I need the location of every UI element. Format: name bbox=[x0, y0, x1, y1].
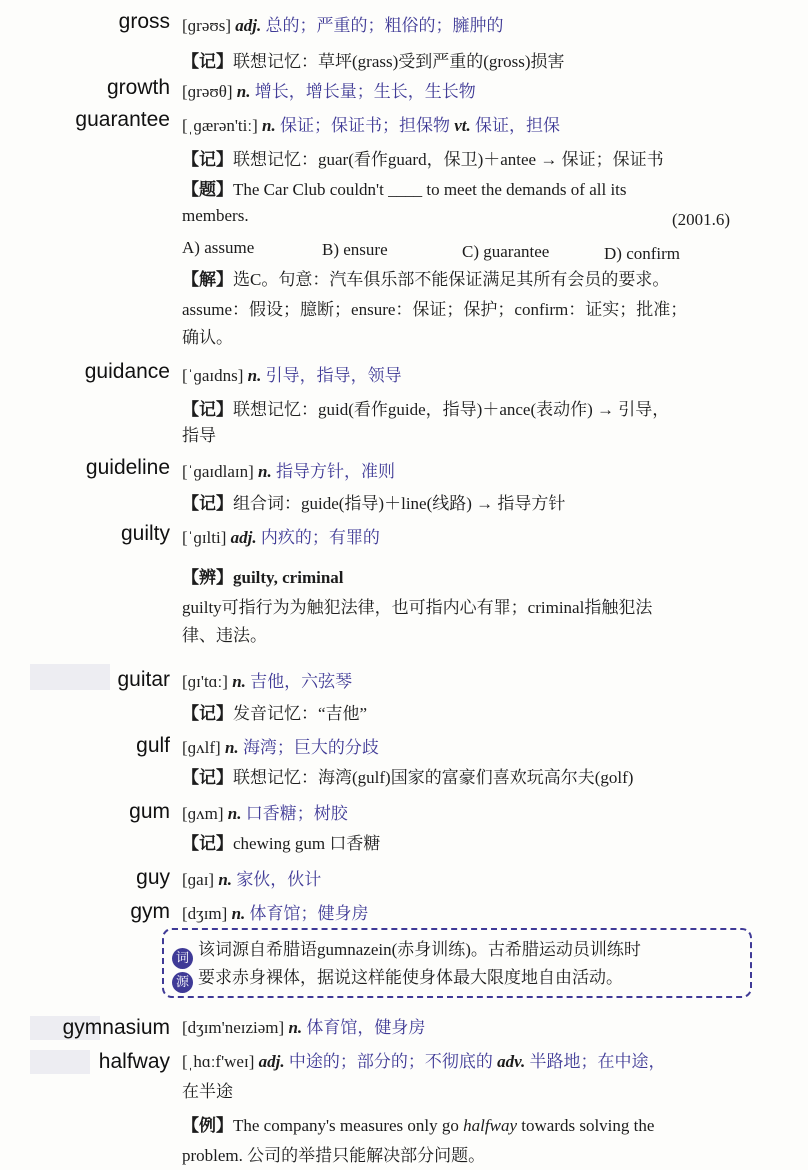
headword-guidance: guidance bbox=[84, 360, 170, 383]
exam-question: 【题】The Car Club couldn't ____ to meet the demands of all its bbox=[182, 180, 627, 199]
entry-halfway-line bbox=[182, 1050, 666, 1074]
distinguish-note-cont: guilty可指行为为触犯法律，也可指内心有罪；criminal指触犯法 bbox=[182, 598, 653, 617]
phonetic: [dʒɪm'neɪziəm] bbox=[182, 1018, 285, 1037]
definition: 保证；保证书；担保物 bbox=[279, 116, 450, 135]
entry-guideline-line bbox=[182, 460, 395, 484]
entry-guy-line bbox=[182, 868, 321, 892]
definition: 半路地；在中途， bbox=[529, 1052, 666, 1071]
distinguish-note-cont: 律、违法。 bbox=[182, 626, 267, 645]
definition: 指导方针，准则 bbox=[275, 462, 395, 481]
phonetic: [ˈɡaɪdns] bbox=[182, 366, 244, 385]
part-of-speech: adj. bbox=[230, 528, 257, 547]
definition: 体育馆，健身房 bbox=[306, 1018, 426, 1037]
part-of-speech: n. bbox=[236, 82, 251, 101]
phonetic: [ɡɪ'tɑː] bbox=[182, 672, 228, 691]
entry-growth-line bbox=[182, 80, 476, 104]
example-sentence: 【例】The company's measures only go halfway towards solving the bbox=[182, 1116, 655, 1135]
entry-gum-line bbox=[182, 802, 348, 826]
definition: 家伙，伙计 bbox=[236, 870, 322, 889]
phonetic: [ɡʌlf] bbox=[182, 738, 221, 757]
headword-guy: guy bbox=[136, 866, 170, 889]
etymology-text: 该词源自希腊语gumnazein(赤身训练)。古希腊运动员训练时 bbox=[198, 940, 641, 959]
phonetic: [ˌhɑːf'weɪ] bbox=[182, 1052, 255, 1071]
part-of-speech: n. bbox=[262, 116, 276, 135]
headword-guideline: guideline bbox=[85, 456, 170, 479]
part-of-speech: n. bbox=[288, 1018, 303, 1037]
phonetic: [ˈɡaɪdlaɪn] bbox=[182, 462, 254, 481]
entry-guilty-line bbox=[182, 526, 380, 550]
option-c: C) guarantee bbox=[462, 242, 550, 261]
explanation-cont: 确认。 bbox=[182, 328, 233, 347]
phonetic: [ˈɡɪlti] bbox=[182, 528, 227, 547]
definition: 口香糖；树胶 bbox=[245, 804, 348, 823]
definition: 体育馆；健身房 bbox=[249, 904, 369, 923]
definition-cont: 在半途 bbox=[182, 1082, 233, 1101]
etymology-badge: 词 bbox=[172, 948, 193, 969]
headword-guarantee: guarantee bbox=[75, 108, 170, 131]
part-of-speech: n. bbox=[224, 738, 239, 757]
phonetic: [ɡʌm] bbox=[182, 804, 224, 823]
entry-gym-line bbox=[182, 902, 369, 926]
phonetic: [ɡrəʊs] bbox=[182, 16, 231, 35]
headword-gum: gum bbox=[129, 800, 170, 823]
part-of-speech: adj. bbox=[258, 1052, 285, 1071]
example-sentence-cont: problem. 公司的举措只能解决部分问题。 bbox=[182, 1146, 486, 1165]
definition: 增长，增长量；生长，生长物 bbox=[254, 82, 476, 101]
definition: 引导，指导，领导 bbox=[265, 366, 402, 385]
headword-gym: gym bbox=[130, 900, 170, 923]
memory-note: 【记】chewing gum 口香糖 bbox=[182, 834, 381, 853]
distinguish-note: 【辨】guilty, criminal bbox=[182, 568, 344, 587]
entry-gymnasium-line bbox=[182, 1016, 425, 1040]
part-of-speech: n. bbox=[247, 366, 262, 385]
etymology-text: 要求赤身裸体，据说这样能使身体最大限度地自由活动。 bbox=[198, 968, 623, 987]
definition: 中途的；部分的；不彻底的 bbox=[288, 1052, 493, 1071]
part-of-speech: adj. bbox=[235, 16, 262, 35]
entry-guarantee-line bbox=[182, 114, 560, 138]
headword-guilty: guilty bbox=[120, 522, 170, 545]
phonetic: [ɡaɪ] bbox=[182, 870, 215, 889]
headword-halfway: halfway bbox=[98, 1050, 170, 1073]
entry-gross-line bbox=[182, 14, 503, 38]
memory-note: 【记】组合词：guide(指导)＋line(线路) → 指导方针 bbox=[182, 494, 566, 513]
part-of-speech: n. bbox=[218, 870, 233, 889]
part-of-speech: n. bbox=[232, 672, 246, 691]
phonetic: [dʒɪm] bbox=[182, 904, 228, 923]
scan-smudge bbox=[30, 1050, 90, 1074]
explanation: 【解】选C。句意：汽车俱乐部不能保证满足其所有会员的要求。 bbox=[182, 270, 670, 289]
memory-note: 【记】联想记忆：guid(看作guide，指导)＋ance(表动作) → 引导， bbox=[182, 400, 670, 419]
exam-year: (2001.6) bbox=[672, 210, 731, 229]
option-b: B) ensure bbox=[322, 240, 388, 259]
part-of-speech: vt. bbox=[454, 116, 471, 135]
memory-note: 【记】联想记忆：guar(看作guard，保卫)＋antee → 保证；保证书 bbox=[182, 150, 664, 169]
headword-gross: gross bbox=[118, 10, 170, 33]
option-d: D) confirm bbox=[604, 244, 681, 263]
option-a: A) assume bbox=[182, 238, 255, 257]
memory-note: 【记】发音记忆：“吉他” bbox=[182, 704, 368, 723]
headword-gymnasium: gymnasium bbox=[62, 1016, 170, 1039]
part-of-speech: adv. bbox=[497, 1052, 526, 1071]
definition: 内疚的；有罪的 bbox=[260, 528, 380, 547]
entry-gulf-line bbox=[182, 736, 379, 760]
part-of-speech: n. bbox=[258, 462, 272, 481]
headword-growth: growth bbox=[106, 76, 170, 99]
definition: 吉他，六弦琴 bbox=[250, 672, 353, 691]
memory-note: 【记】联想记忆：草坪(grass)受到严重的(gross)损害 bbox=[182, 52, 565, 71]
headword-guitar: guitar bbox=[117, 668, 170, 691]
phonetic: [ˌɡærən'tiː] bbox=[182, 116, 258, 135]
definition: 总的；严重的；粗俗的；臃肿的 bbox=[265, 16, 504, 35]
definition: 保证，担保 bbox=[475, 116, 561, 135]
scan-smudge bbox=[30, 664, 110, 690]
part-of-speech: n. bbox=[231, 904, 246, 923]
memory-note-cont: 指导 bbox=[182, 426, 216, 445]
entry-guitar-line bbox=[182, 670, 352, 694]
headword-gulf: gulf bbox=[136, 734, 170, 757]
entry-guidance-line bbox=[182, 364, 402, 388]
etymology-badge: 源 bbox=[172, 972, 193, 993]
memory-note: 【记】联想记忆：海湾(gulf)国家的富豪们喜欢玩高尔夫(golf) bbox=[182, 768, 634, 787]
explanation-cont: assume：假设；臆断；ensure：保证；保护；confirm：证实；批准； bbox=[182, 300, 688, 319]
definition: 海湾；巨大的分歧 bbox=[242, 738, 379, 757]
exam-question-cont: members. bbox=[182, 206, 249, 225]
phonetic: [ɡrəʊθ] bbox=[182, 82, 233, 101]
part-of-speech: n. bbox=[227, 804, 242, 823]
